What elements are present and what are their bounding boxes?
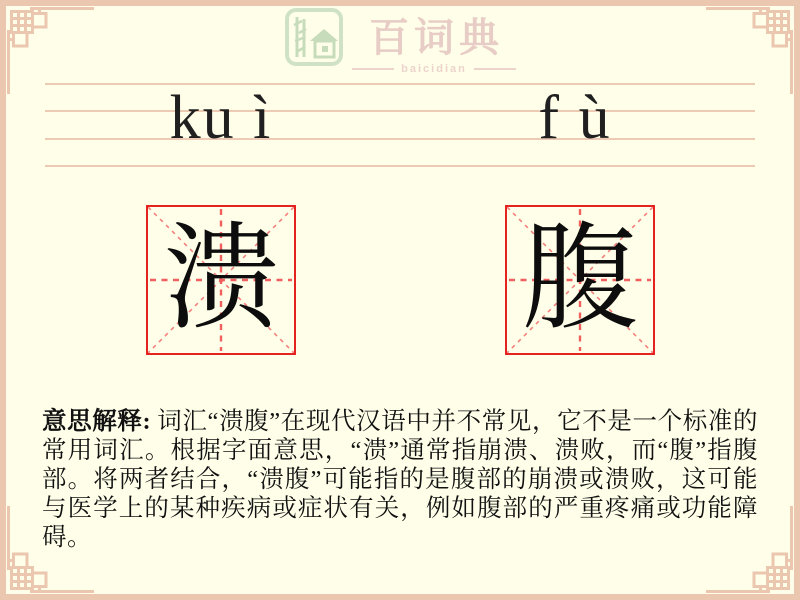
logo-dash-left [352,68,394,70]
definition-paragraph [42,407,758,552]
logo-dash-right [474,68,516,70]
frame-band-top [0,0,800,6]
character-fu: 腹 [522,216,638,344]
character-box-fu [505,205,655,355]
frame-band-right [794,0,800,600]
definition-text: 词汇“溃腹”在现代汉语中并不常见，它不是一个标准的常用词汇。根据字面意思，“溃”通常指崩溃、溃败，而“腹”指腹部。将两者结合，“溃腹”可能指的是腹部的崩溃或溃败，这可能与医学上的某种疾病或症状有关，例如腹部的严重疼痛或功能障碍。 [42,408,758,551]
character-kui: 溃 [163,216,279,344]
logo-subtitle-row [352,63,516,75]
logo-pavilion-icon [284,7,344,67]
character-box-kui [146,205,296,355]
pinyin-rule-line-4 [45,165,755,167]
logo-title: 百词典 [369,15,504,60]
logo-subtitle: baicidian [401,63,467,75]
definition-label: 意思解释: [42,408,152,435]
pinyin-fu: f ù [538,84,612,152]
pinyin-kui: ku ì [169,84,273,152]
frame-band-bottom [0,594,800,600]
app-logo [0,7,800,75]
